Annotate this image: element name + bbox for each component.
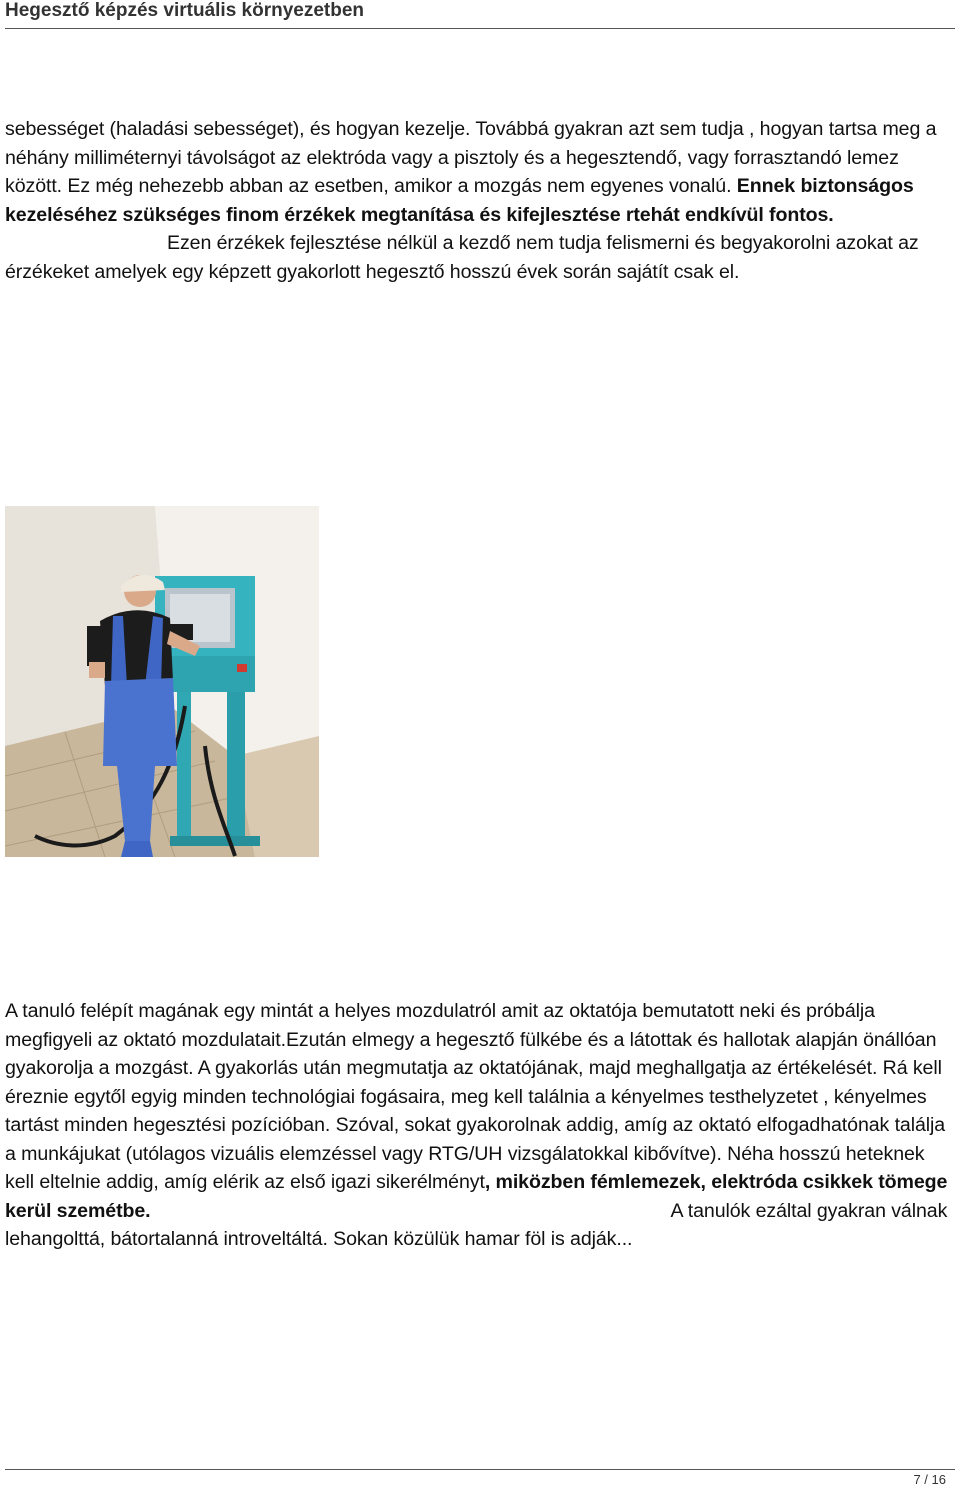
paragraph-practice-text: A tanuló felépít magának egy mintát a helyes mozdulatról amit az oktatója bemutatott neki és próbálja megfigyeli az oktató mozdulatait.Ezután elmegy a hegesztő fülkébe és a látottak és hallotak alapján önállóan gyakorolja a mozgást. A gyakorlás után megmutatja az oktatójának, majd meghallgatja az értékelését. Rá kell éreznie egytől egyig minden technológiai fogásaira, meg kell találnia a kényelmes testhelyzetet , kényelmes tartást minden hegesztési pozícióban. Szóval, sokat gyakorolnak addig, amíg az oktató elfogadhatónak találja a munkájukat (utólagos vizuális elemzéssel vagy RTG/UH vizsgálatokkal kibővítve). Néha hosszú heteknek kell eltelnie addig, amíg elérik az első igazi sikerélményt bbox=[5, 1000, 946, 1193]
document-title: Hegesztő képzés virtuális környezetben bbox=[5, 0, 365, 21]
paragraph-intro-bold: Ennek biztonságos kezeléséhez szükséges finom érzékek megtanítása és kifejlesztése rtehát endkívül fontos. bbox=[5, 175, 914, 226]
header-divider bbox=[5, 28, 955, 29]
paragraph-intro bbox=[5, 115, 957, 286]
paragraph-practice-bold: , miközben fémlemezek, elektróda csikkek tömege kerül szemétbe. bbox=[5, 1171, 948, 1222]
paragraph-intro-continued: Ezen érzékek fejlesztése nélkül a kezdő nem tudja felismerni és begyakorolni azokat az érzékeket amelyek egy képzett gyakorlott hegesztő hosszú évek során sajátít csak el. bbox=[5, 232, 919, 283]
paragraph-practice bbox=[5, 997, 957, 1254]
page-number: 7 / 16 bbox=[913, 1472, 946, 1487]
paragraph-intro-text: sebességet (haladási sebességet), és hogyan kezelje. Továbbá gyakran azt sem tudja , hogyan tartsa meg a néhány milliméternyi távolságot az elektróda vagy a pisztoly és a hegesztendő, vagy forrasztandó lemez között. Ez még nehezebb abban az esetben, amikor a mozgás nem egyenes vonalú. bbox=[5, 118, 937, 197]
footer-divider bbox=[5, 1469, 955, 1470]
paragraph-practice-continued: A tanulók ezáltal gyakran válnak lehangolttá, bátortalanná introveltáltá. Sokan közülük hamar föl is adják... bbox=[5, 1199, 948, 1250]
welder-training-photo bbox=[5, 506, 319, 857]
